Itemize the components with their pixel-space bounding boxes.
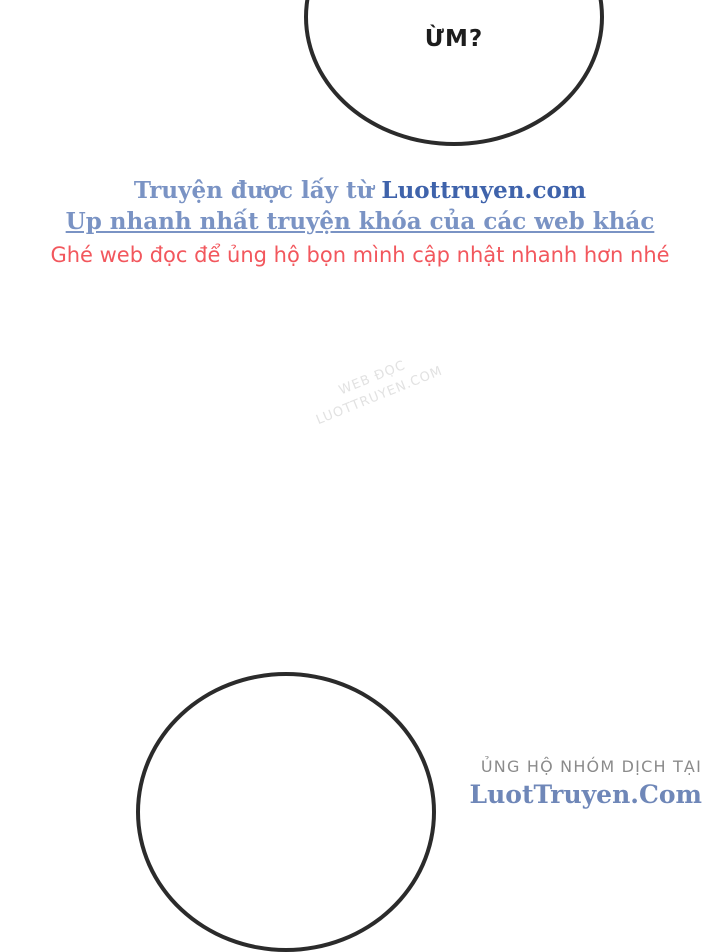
speech-balloon-top xyxy=(304,0,604,146)
watermark-text: WEB ĐỌC LUOTTRUYEN.COM xyxy=(314,358,445,429)
credit-site-name[interactable]: LuotTruyen.Com xyxy=(469,780,702,809)
promo-block xyxy=(0,176,720,272)
promo-line-2[interactable]: Up nhanh nhất truyện khóa của các web khác xyxy=(65,208,655,235)
promo-line-2-wrap xyxy=(0,206,720,238)
credit-block xyxy=(470,756,702,810)
credit-line-1: ỦNG HỘ NHÓM DỊCH TẠI xyxy=(480,757,702,776)
promo-line-1-prefix: Truyện được lấy từ xyxy=(133,177,382,204)
promo-line-1 xyxy=(0,176,720,206)
promo-site-name[interactable]: Luottruyen.com xyxy=(381,177,587,204)
speech-balloon-top-text: ỪM? xyxy=(424,26,484,52)
promo-line-3: Ghé web đọc để ủng hộ bọn mình cập nhật nhanh hơn nhé xyxy=(50,243,670,267)
speech-balloon-bottom xyxy=(136,672,436,952)
